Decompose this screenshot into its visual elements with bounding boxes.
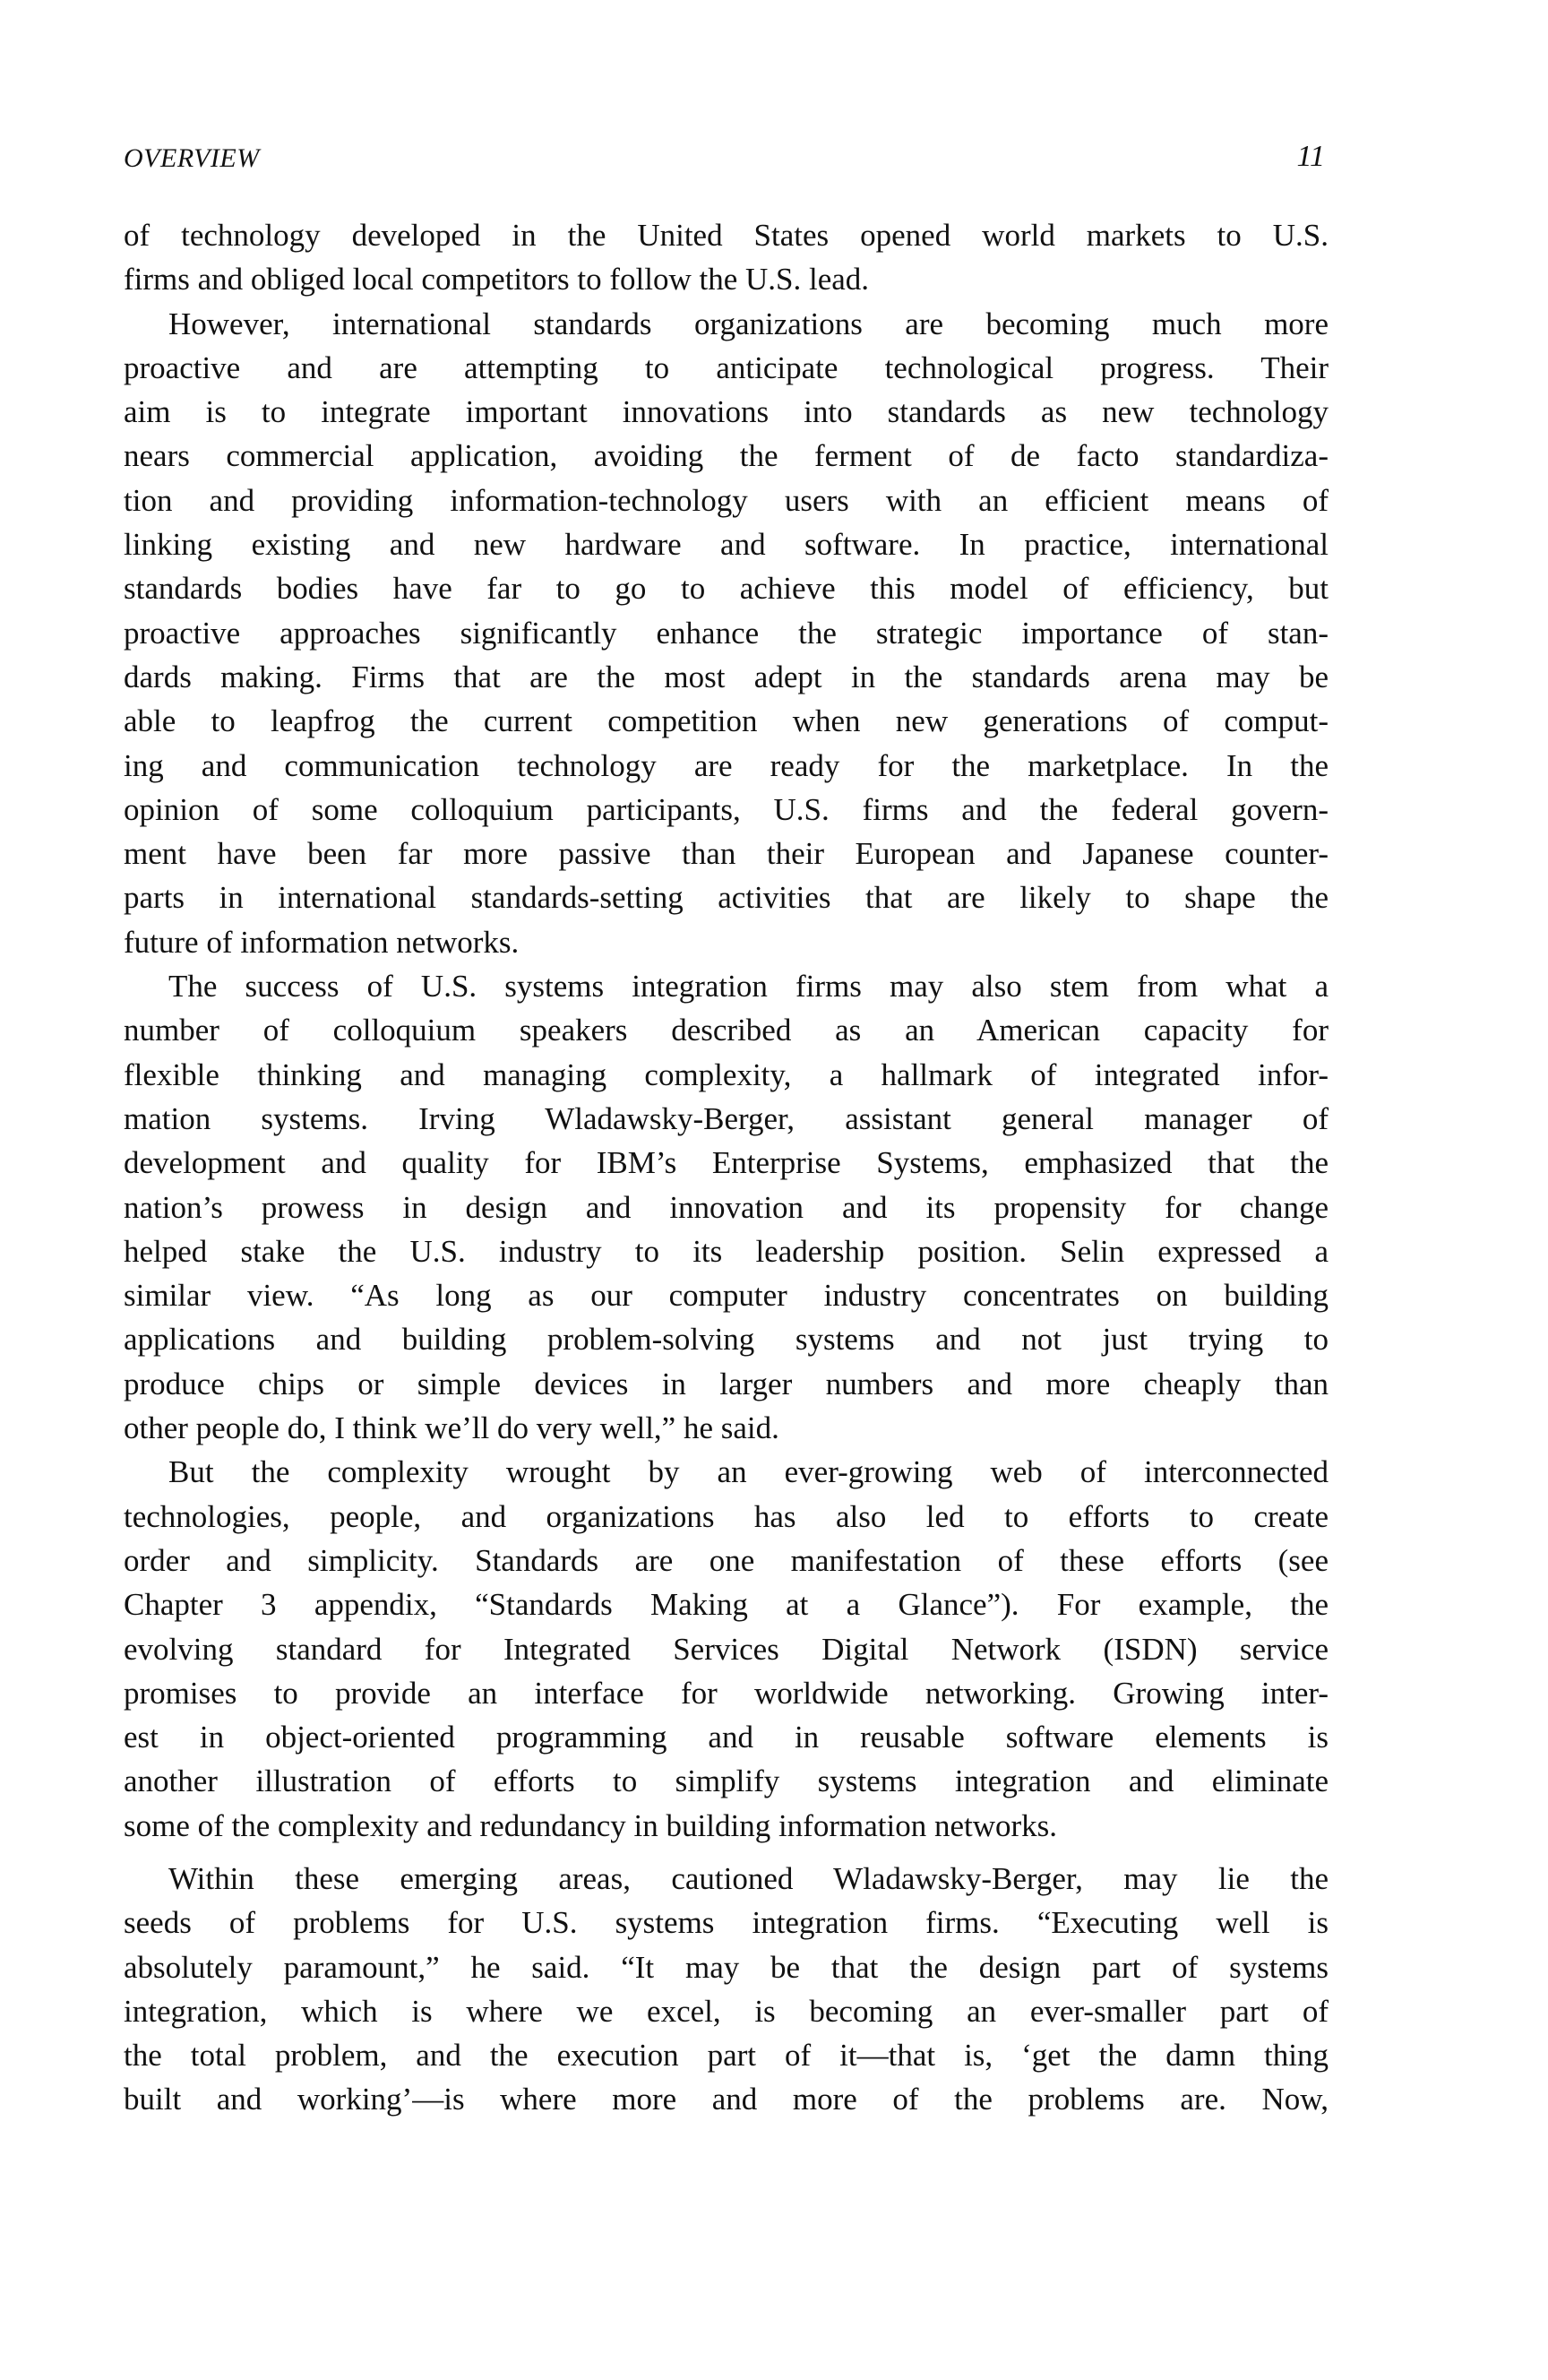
text-line: applications and building problem-solving systems and not just trying to [124,1322,1329,1358]
text-line: able to leapfrog the current competition when new generations of comput- [124,703,1329,739]
text-line: seeds of problems for U.S. systems integration firms. “Executing well is [124,1905,1329,1941]
text-line: But the complexity wrought by an ever-growing web of interconnected [168,1454,1329,1490]
page-number: 11 [1296,140,1325,173]
text-line: technologies, people, and organizations has also led to efforts to create [124,1498,1329,1534]
paragraph-2 [124,302,1329,964]
text-line: built and working’—is where more and more of the problems are. Now, [124,2082,1329,2117]
running-head [124,140,1329,179]
text-line: Chapter 3 appendix, “Standards Making at a Glance”). For example, the [124,1587,1329,1623]
paragraph-4 [124,1450,1329,1848]
text-line: tion and providing information-technology users with an efficient means of [124,482,1329,518]
text-line: evolving standard for Integrated Services Digital Network (ISDN) service [124,1631,1329,1667]
paragraph-1 [124,213,1329,302]
text-line: helped stake the U.S. industry to its leadership position. Selin expressed a [124,1233,1329,1269]
text-line: another illustration of efforts to simplify systems integration and eliminate [124,1763,1329,1799]
text-line: ment have been far more passive than their European and Japanese counter- [124,836,1329,872]
text-line: number of colloquium speakers described as an American capacity for [124,1013,1329,1048]
text-line: development and quality for IBM’s Enterprise Systems, emphasized that the [124,1145,1329,1181]
text-line: of technology developed in the United States opened world markets to U.S. [124,218,1329,253]
text-line: proactive approaches significantly enhance the strategic importance of stan- [124,615,1329,651]
text-line: integration, which is where we excel, is becoming an ever-smaller part of [124,1993,1329,2029]
text-line: firms and obliged local competitors to follow the U.S. lead. [124,262,870,298]
section-title: OVERVIEW [124,143,260,173]
text-line: parts in international standards-setting activities that are likely to shape the [124,880,1329,916]
text-line: order and simplicity. Standards are one manifestation of these efforts (see [124,1542,1329,1578]
text-line: est in object-oriented programming and in reusable software elements is [124,1720,1329,1755]
body-text [124,213,1329,2122]
text-line: produce chips or simple devices in larger numbers and more cheaply than [124,1366,1329,1401]
text-line: linking existing and new hardware and software. In practice, international [124,527,1329,563]
paragraph-3 [124,964,1329,1450]
text-line: However, international standards organizations are becoming much more [168,306,1329,341]
text-line: aim is to integrate important innovations into standards as new technology [124,394,1329,430]
text-line: some of the complexity and redundancy in building information networks. [124,1807,1058,1843]
text-line: other people do, I think we’ll do very well,” he said. [124,1410,779,1446]
text-line: nears commercial application, avoiding the ferment of de facto standardiza- [124,438,1329,474]
text-line: absolutely paramount,” he said. “It may be that the design part of systems [124,1949,1329,1985]
text-line: The success of U.S. systems integration firms may also stem from what a [168,969,1329,1005]
paragraph-gap [124,1848,1329,1857]
text-line: standards bodies have far to go to achieve this model of efficiency, but [124,571,1329,607]
text-line: promises to provide an interface for worldwide networking. Growing inter- [124,1675,1329,1711]
text-line: future of information networks. [124,924,520,960]
text-line: similar view. “As long as our computer industry concentrates on building [124,1278,1329,1314]
text-line: opinion of some colloquium participants, U.S. firms and the federal govern- [124,791,1329,827]
text-line: Within these emerging areas, cautioned Wladawsky-Berger, may lie the [168,1860,1329,1896]
text-line: ing and communication technology are ready for the marketplace. In the [124,747,1329,783]
text-line: proactive and are attempting to anticipate technological progress. Their [124,349,1329,385]
text-line: nation’s prowess in design and innovation and its propensity for change [124,1189,1329,1225]
text-line: flexible thinking and managing complexity, a hallmark of integrated infor- [124,1056,1329,1092]
paragraph-5 [124,1857,1329,2122]
text-line: the total problem, and the execution part of it—that is, ‘get the damn thing [124,2038,1329,2074]
text-line: dards making. Firms that are the most adept in the standards arena may be [124,659,1329,694]
text-line: mation systems. Irving Wladawsky-Berger, assistant general manager of [124,1100,1329,1136]
